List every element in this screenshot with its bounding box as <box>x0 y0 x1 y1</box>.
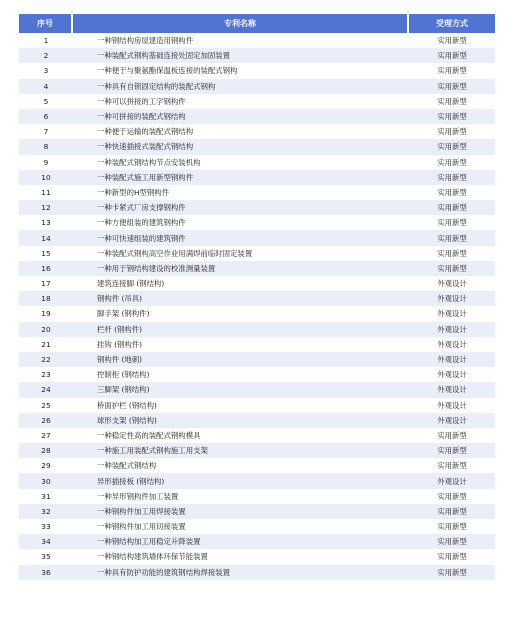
table-row <box>19 94 495 109</box>
header-patent-name: 专利名称 <box>73 14 409 33</box>
table-row <box>19 428 495 443</box>
row-acceptance-type-cell: 实用新型 <box>409 443 495 458</box>
row-index-cell: 25 <box>19 398 73 413</box>
table-header <box>19 14 495 33</box>
row-index-cell: 35 <box>19 549 73 564</box>
row-patent-name-cell: 三脚架 (钢结构) <box>73 382 409 397</box>
row-patent-name-cell: 一种具有自锁固定结构的装配式钢构 <box>73 79 409 94</box>
table-row <box>19 230 495 245</box>
row-patent-name-cell: 一种钢结构加工用稳定升降装置 <box>73 534 409 549</box>
row-patent-name-cell: 控制柜 (钢结构) <box>73 367 409 382</box>
row-index-cell: 11 <box>19 185 73 200</box>
table-row <box>19 413 495 428</box>
row-acceptance-type-cell: 实用新型 <box>409 63 495 78</box>
table-row <box>19 458 495 473</box>
row-acceptance-type-cell: 实用新型 <box>409 549 495 564</box>
row-acceptance-type-cell: 实用新型 <box>409 504 495 519</box>
row-patent-name-cell: 一种钢结构房屋建造用钢构件 <box>73 33 409 48</box>
row-patent-name-cell: 栏杆 (钢构件) <box>73 322 409 337</box>
row-patent-name-cell: 球形支架 (钢结构) <box>73 413 409 428</box>
row-index-cell: 16 <box>19 261 73 276</box>
table-row <box>19 443 495 458</box>
row-acceptance-type-cell: 外观设计 <box>409 473 495 488</box>
row-patent-name-cell: 一种可拼接的装配式钢结构 <box>73 109 409 124</box>
row-index-cell: 36 <box>19 565 73 580</box>
row-index-cell: 29 <box>19 458 73 473</box>
row-patent-name-cell: 一种钢构件加工用切接装置 <box>73 519 409 534</box>
row-acceptance-type-cell: 实用新型 <box>409 48 495 63</box>
patent-table <box>19 14 495 580</box>
row-index-cell: 4 <box>19 79 73 94</box>
row-patent-name-cell: 一种快速插接式装配式钢结构 <box>73 139 409 154</box>
row-index-cell: 20 <box>19 322 73 337</box>
row-acceptance-type-cell: 实用新型 <box>409 428 495 443</box>
row-patent-name-cell: 一种异形钢构件加工装置 <box>73 489 409 504</box>
row-index-cell: 23 <box>19 367 73 382</box>
row-patent-name-cell: 一种新型的H型钢构件 <box>73 185 409 200</box>
header-row <box>19 14 495 33</box>
table-row <box>19 489 495 504</box>
row-acceptance-type-cell: 实用新型 <box>409 33 495 48</box>
patent-table-container <box>19 14 495 580</box>
row-index-cell: 33 <box>19 519 73 534</box>
table-row <box>19 322 495 337</box>
row-acceptance-type-cell: 外观设计 <box>409 322 495 337</box>
row-acceptance-type-cell: 实用新型 <box>409 200 495 215</box>
table-row <box>19 291 495 306</box>
row-index-cell: 7 <box>19 124 73 139</box>
row-index-cell: 34 <box>19 534 73 549</box>
table-row <box>19 504 495 519</box>
row-index-cell: 28 <box>19 443 73 458</box>
table-row <box>19 352 495 367</box>
row-patent-name-cell: 一种钢构件加工用焊接装置 <box>73 504 409 519</box>
row-acceptance-type-cell: 实用新型 <box>409 155 495 170</box>
row-patent-name-cell: 一种具有防护功能的建筑钢结构焊接装置 <box>73 565 409 580</box>
row-acceptance-type-cell: 实用新型 <box>409 109 495 124</box>
row-patent-name-cell: 一种装配式钢构基础连接处固定加固装置 <box>73 48 409 63</box>
table-row <box>19 48 495 63</box>
row-patent-name-cell: 一种装配式施工用新型钢构件 <box>73 170 409 185</box>
row-index-cell: 31 <box>19 489 73 504</box>
table-row <box>19 473 495 488</box>
table-row <box>19 276 495 291</box>
row-acceptance-type-cell: 实用新型 <box>409 170 495 185</box>
row-index-cell: 32 <box>19 504 73 519</box>
table-row <box>19 246 495 261</box>
table-row <box>19 534 495 549</box>
table-row <box>19 261 495 276</box>
row-patent-name-cell: 一种方便组装的建筑钢构件 <box>73 215 409 230</box>
row-acceptance-type-cell: 实用新型 <box>409 185 495 200</box>
row-patent-name-cell: 一种可以拼接的工字钢构件 <box>73 94 409 109</box>
row-acceptance-type-cell: 外观设计 <box>409 306 495 321</box>
row-acceptance-type-cell: 外观设计 <box>409 291 495 306</box>
row-index-cell: 10 <box>19 170 73 185</box>
row-acceptance-type-cell: 实用新型 <box>409 139 495 154</box>
row-acceptance-type-cell: 外观设计 <box>409 398 495 413</box>
row-index-cell: 5 <box>19 94 73 109</box>
row-patent-name-cell: 脚手架 (钢构件) <box>73 306 409 321</box>
row-acceptance-type-cell: 实用新型 <box>409 79 495 94</box>
table-row <box>19 519 495 534</box>
row-patent-name-cell: 一种可快速组装的建筑钢件 <box>73 230 409 245</box>
row-acceptance-type-cell: 实用新型 <box>409 230 495 245</box>
row-acceptance-type-cell: 外观设计 <box>409 337 495 352</box>
table-row <box>19 382 495 397</box>
row-patent-name-cell: 一种稳定性高的装配式钢构模具 <box>73 428 409 443</box>
row-patent-name-cell: 一种装配式钢构高空作业用满焊前临时固定装置 <box>73 246 409 261</box>
row-patent-name-cell: 钢构件 (地刺) <box>73 352 409 367</box>
row-index-cell: 15 <box>19 246 73 261</box>
table-row <box>19 139 495 154</box>
row-patent-name-cell: 一种装配式钢结构 <box>73 458 409 473</box>
row-patent-name-cell: 一种装配式钢结构节点安装机构 <box>73 155 409 170</box>
row-index-cell: 2 <box>19 48 73 63</box>
row-patent-name-cell: 钢构件 (吊具) <box>73 291 409 306</box>
row-acceptance-type-cell: 外观设计 <box>409 413 495 428</box>
row-index-cell: 9 <box>19 155 73 170</box>
row-acceptance-type-cell: 外观设计 <box>409 367 495 382</box>
row-acceptance-type-cell: 实用新型 <box>409 519 495 534</box>
row-patent-name-cell: 异形插接板 (钢结构) <box>73 473 409 488</box>
row-patent-name-cell: 桥面护栏 (钢结构) <box>73 398 409 413</box>
table-row <box>19 124 495 139</box>
table-row <box>19 79 495 94</box>
row-patent-name-cell: 一种卡紧式厂房支撑钢构件 <box>73 200 409 215</box>
row-index-cell: 18 <box>19 291 73 306</box>
row-patent-name-cell: 一种用于钢结构建设的校准测量装置 <box>73 261 409 276</box>
table-row <box>19 337 495 352</box>
row-index-cell: 6 <box>19 109 73 124</box>
table-row <box>19 109 495 124</box>
header-index: 序号 <box>19 14 73 33</box>
row-index-cell: 22 <box>19 352 73 367</box>
table-row <box>19 200 495 215</box>
table-row <box>19 565 495 580</box>
row-index-cell: 8 <box>19 139 73 154</box>
table-row <box>19 367 495 382</box>
table-row <box>19 33 495 48</box>
row-patent-name-cell: 一种施工用装配式钢构施工用支架 <box>73 443 409 458</box>
table-row <box>19 306 495 321</box>
row-patent-name-cell: 一种便于与聚氨酯保温板连接的装配式钢构 <box>73 63 409 78</box>
row-index-cell: 26 <box>19 413 73 428</box>
row-index-cell: 13 <box>19 215 73 230</box>
row-acceptance-type-cell: 实用新型 <box>409 261 495 276</box>
table-row <box>19 185 495 200</box>
row-acceptance-type-cell: 外观设计 <box>409 276 495 291</box>
row-patent-name-cell: 挂钩 (钢构件) <box>73 337 409 352</box>
row-acceptance-type-cell: 外观设计 <box>409 382 495 397</box>
row-index-cell: 21 <box>19 337 73 352</box>
row-patent-name-cell: 建筑连接脚 (钢结构) <box>73 276 409 291</box>
row-acceptance-type-cell: 实用新型 <box>409 246 495 261</box>
row-index-cell: 19 <box>19 306 73 321</box>
table-row <box>19 215 495 230</box>
row-index-cell: 14 <box>19 230 73 245</box>
row-acceptance-type-cell: 实用新型 <box>409 215 495 230</box>
table-row <box>19 398 495 413</box>
row-acceptance-type-cell: 外观设计 <box>409 352 495 367</box>
row-acceptance-type-cell: 实用新型 <box>409 124 495 139</box>
row-acceptance-type-cell: 实用新型 <box>409 489 495 504</box>
row-index-cell: 1 <box>19 33 73 48</box>
table-row <box>19 170 495 185</box>
row-acceptance-type-cell: 实用新型 <box>409 458 495 473</box>
table-row <box>19 63 495 78</box>
row-acceptance-type-cell: 实用新型 <box>409 534 495 549</box>
row-acceptance-type-cell: 实用新型 <box>409 565 495 580</box>
row-index-cell: 24 <box>19 382 73 397</box>
row-index-cell: 17 <box>19 276 73 291</box>
row-patent-name-cell: 一种钢结构建筑墙体环保节能装置 <box>73 549 409 564</box>
table-body <box>19 33 495 580</box>
row-index-cell: 3 <box>19 63 73 78</box>
header-acceptance-type: 受理方式 <box>409 14 495 33</box>
row-acceptance-type-cell: 实用新型 <box>409 94 495 109</box>
row-index-cell: 12 <box>19 200 73 215</box>
row-patent-name-cell: 一种便于运输的装配式钢结构 <box>73 124 409 139</box>
row-index-cell: 30 <box>19 473 73 488</box>
table-row <box>19 549 495 564</box>
row-index-cell: 27 <box>19 428 73 443</box>
table-row <box>19 155 495 170</box>
